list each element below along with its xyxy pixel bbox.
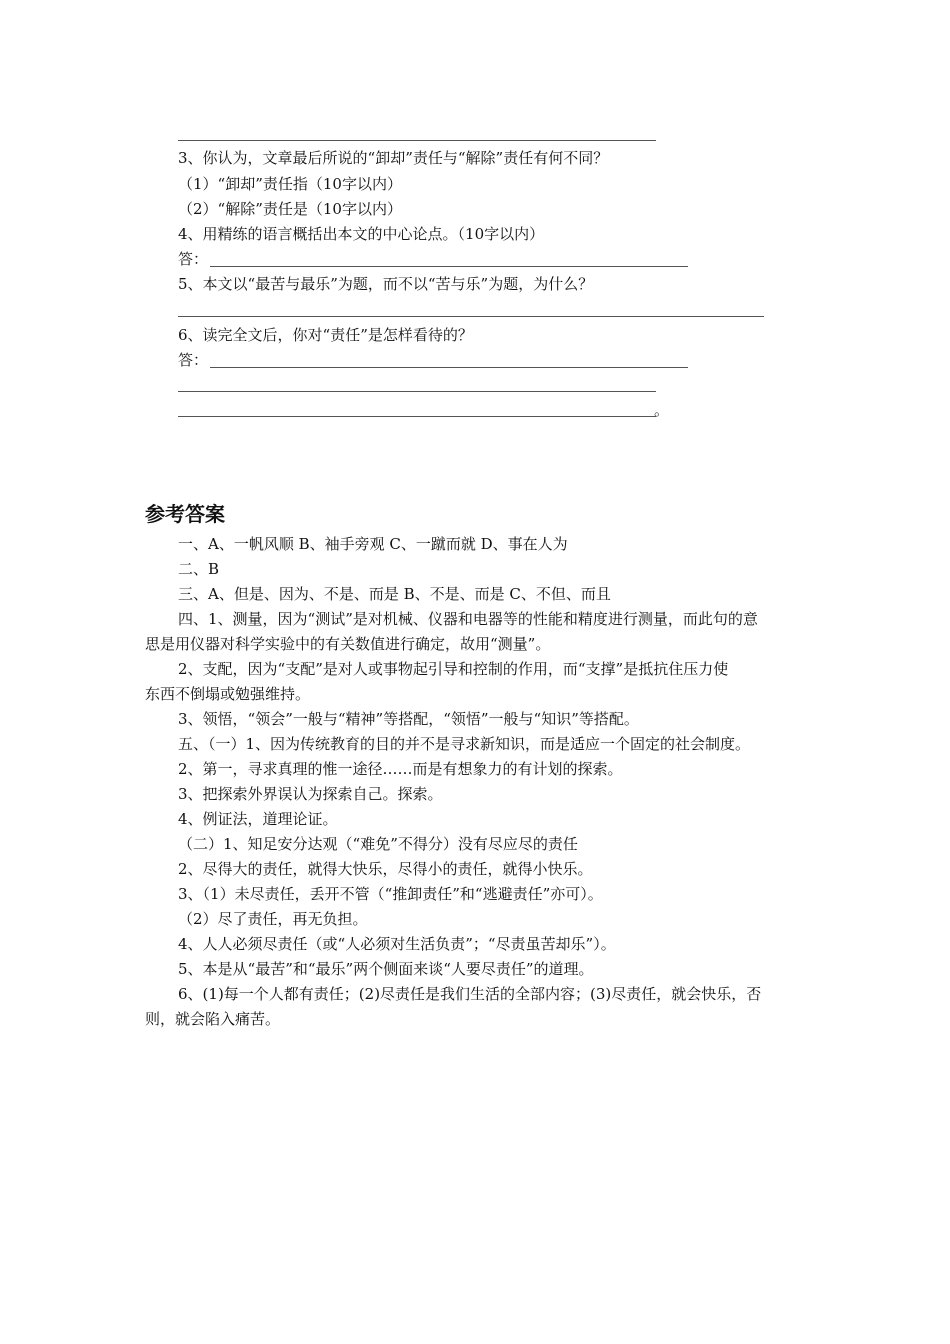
answer-4-3: 3、领悟，“领会”一般与“精神”等搭配，“领悟”一般与“知识”等搭配。 (178, 710, 639, 728)
question-3-part-2: （2）“解除”责任是（10字以内） (178, 200, 402, 218)
answer-b-3-part-2: （2）尽了责任，再无负担。 (178, 910, 368, 928)
answer-4-1-line-2: 思是用仪器对科学实验中的有关数值进行确定，故用“测量”。 (145, 635, 551, 653)
answer-b-4: 4、人人必须尽责任（或“人必须对生活负责”；“尽责虽苦却乐”）。 (178, 935, 616, 953)
answer-4-1-line-1: 四、1、测量，因为“测试”是对机械、仪器和电器等的性能和精度进行测量，而此句的意 (178, 610, 758, 628)
answer-prefix-q6: 答： (178, 351, 209, 369)
answer-3: 三、A、但是、因为、不是、而是 B、不是、而是 C、不但、而且 (178, 585, 611, 603)
question-3-part-1: （1）“卸却”责任指（10字以内） (178, 175, 402, 193)
answer-b-6-line-2: 则，就会陷入痛苦。 (145, 1010, 281, 1028)
question-5: 5、本文以“最苦与最乐”为题，而不以“苦与乐”为题，为什么？ (178, 275, 594, 293)
question-4: 4、用精练的语言概括出本文的中心论点。（10字以内） (178, 225, 545, 243)
answer-b-2: 2、尽得大的责任，就得大快乐，尽得小的责任，就得小快乐。 (178, 860, 593, 878)
answer-prefix-q4: 答： (178, 250, 209, 268)
answer-b-6-line-1: 6、(1)每一个人都有责任；(2)尽责任是我们生活的全部内容；(3)尽责任，就会快乐，否 (178, 985, 762, 1003)
answer-5-1: 五、（一）1、因为传统教育的目的并不是寻求新知识，而是适应一个固定的社会制度。 (178, 735, 751, 753)
answer-line-q6-1 (210, 367, 688, 368)
answer-line-q4 (210, 266, 688, 267)
answer-4-2-line-2: 东西不倒塌或勉强维持。 (145, 685, 311, 703)
answer-4-2-line-1: 2、支配，因为“支配”是对人或事物起引导和控制的作用，而“支撑”是抵抗住压力使 (178, 660, 729, 678)
answer-line-q5 (178, 316, 764, 317)
answer-5-2: 2、第一，寻求真理的惟一途径……而是有想象力的有计划的探索。 (178, 760, 623, 778)
answer-5-3: 3、把探索外界误认为探索自己。探索。 (178, 785, 443, 803)
answer-line-q6-3 (178, 416, 656, 417)
answer-1: 一、A、一帆风顺 B、袖手旁观 C、一蹴而就 D、事在人为 (178, 535, 568, 553)
answer-q6-end-mark: 。 (654, 401, 670, 419)
answer-line-q6-2 (178, 391, 656, 392)
answer-2: 二、B (178, 560, 220, 578)
answer-b-5: 5、本是从“最苦”和“最乐”两个侧面来谈“人要尽责任”的道理。 (178, 960, 594, 978)
answer-5-4: 4、例证法，道理论证。 (178, 810, 338, 828)
answer-b-1: （二）1、知足安分达观（“难免”不得分）没有尽应尽的责任 (178, 835, 578, 853)
answers-title: 参考答案 (145, 502, 225, 526)
answer-line-top (178, 140, 656, 141)
question-6: 6、读完全文后，你对“责任”是怎样看待的？ (178, 326, 473, 344)
answer-b-3: 3、（1）未尽责任，丢开不管（“推卸责任”和“逃避责任”亦可）。 (178, 885, 603, 903)
question-3: 3、你认为，文章最后所说的“卸却”责任与“解除”责任有何不同？ (178, 149, 609, 167)
